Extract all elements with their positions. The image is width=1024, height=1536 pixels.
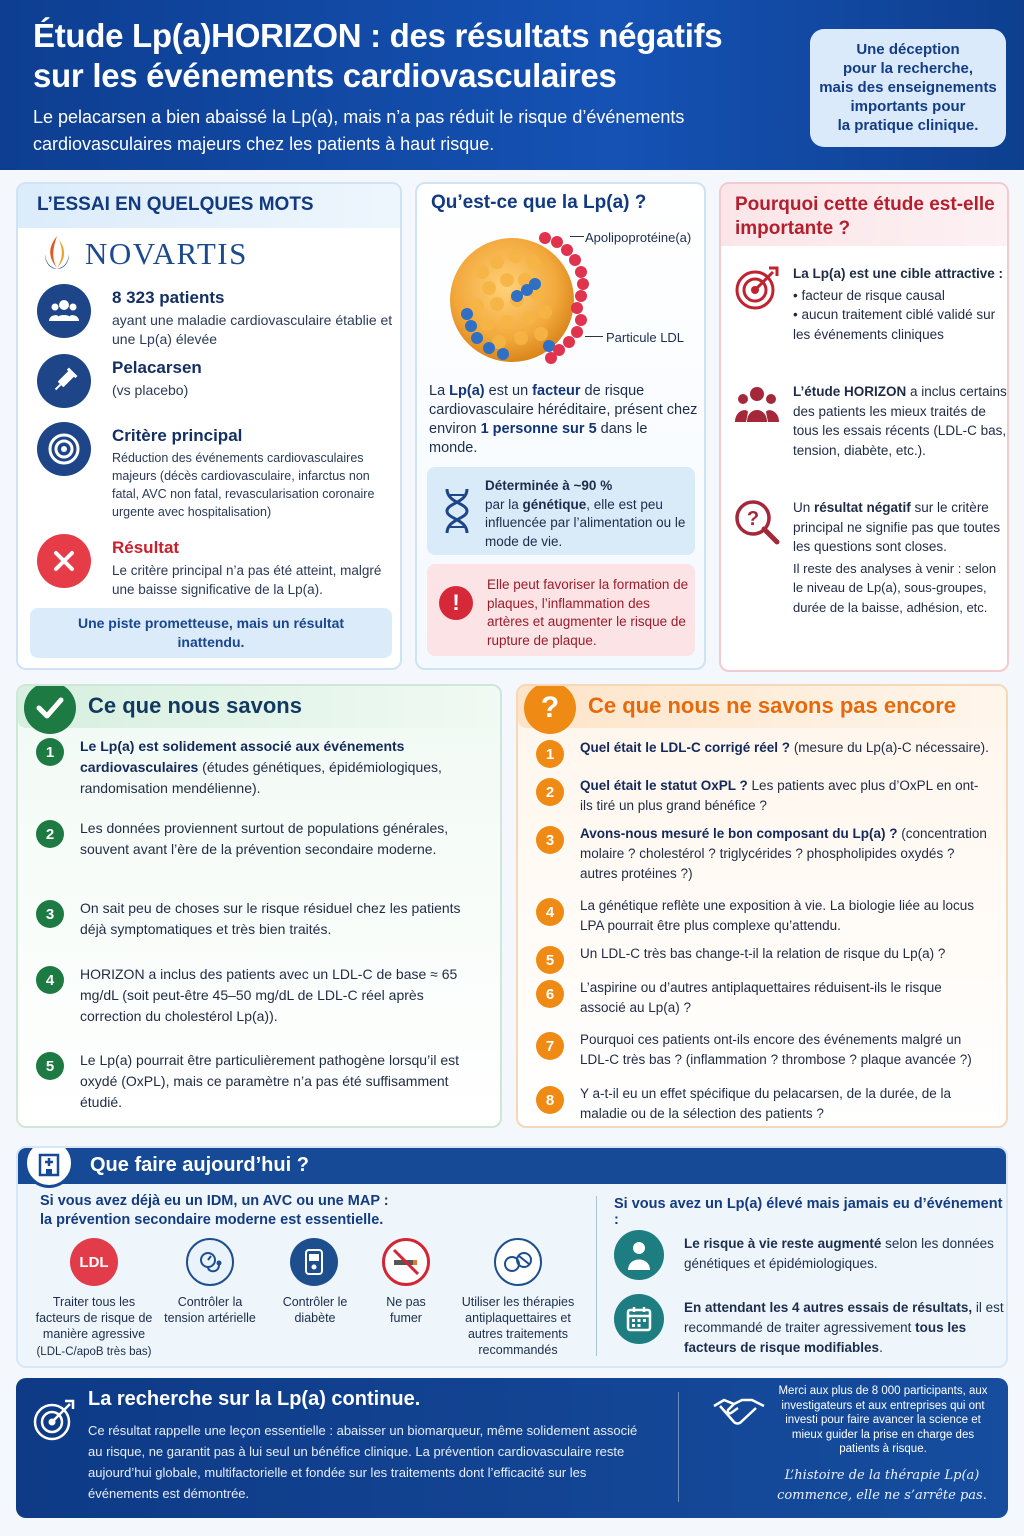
- text: par la: [485, 496, 523, 512]
- warning-text: Elle peut favoriser la formation de plaques, l’inflammation des artères et augmenter le risque de rupture de plaque.: [487, 577, 689, 648]
- list-item-text: On sait peu de choses sur le risque résiduel chez les patients déjà symptomatiques et très bien traités.: [80, 900, 461, 937]
- list-item: [580, 824, 990, 884]
- why-panel: [719, 182, 1009, 672]
- list-item: [80, 818, 480, 860]
- text: de risque cardiovasculaire héréditaire, présent chez environ: [429, 383, 698, 437]
- known-title: Ce que nous savons: [88, 693, 302, 718]
- action-sub: (LDL-C/apoB très bas): [36, 1346, 152, 1358]
- trial-row-desc: Réduction des événements cardiovasculaires majeurs (décès cardiovasculaire, infarctus non fatal, AVC non fatal, revascularisation coronaire urgente avec hospitalisation): [112, 451, 375, 519]
- trial-row-endpoint: [37, 422, 397, 522]
- todo-header: [18, 1148, 1006, 1184]
- list-item-text: Les patients avec plus d’OxPL en ont-ils tiré un plus grand bénéfice ?: [580, 778, 979, 813]
- list-item: [80, 736, 480, 799]
- item-number: 3: [36, 900, 64, 928]
- known-panel: [16, 684, 502, 1128]
- novartis-wordmark: NOVARTIS: [85, 236, 248, 271]
- text-strong: En attendant les 4 autres essais de résultats,: [684, 1300, 973, 1315]
- todo-right-risk: [614, 1230, 1004, 1286]
- footer-title: La recherche sur la Lp(a) continue.: [88, 1388, 421, 1410]
- trial-row-title: Résultat: [112, 538, 180, 557]
- lpa-panel-title: Qu’est-ce que la Lp(a) ?: [431, 192, 647, 213]
- trial-row-title: 8 323 patients: [112, 288, 225, 307]
- group-icon: [733, 382, 781, 430]
- trial-row-title: Critère principal: [112, 426, 243, 445]
- action-item-blood-pressure: Contrôler la tension artérielle: [164, 1295, 256, 1325]
- text: est un: [484, 383, 533, 399]
- syringe-icon: [37, 354, 91, 408]
- unknown-title: Ce que nous ne savons pas encore: [588, 693, 957, 718]
- list-item: [580, 944, 990, 964]
- why-panel-title: Pourquoi cette étude est-elle importante ?: [735, 194, 995, 239]
- text-strong: génétique: [522, 496, 587, 512]
- text: il est recommandé de traiter agressivement: [684, 1300, 1004, 1335]
- why-block-text: La Lp(a) est une cible attractive : • facteur de risque causal • aucun traitement ciblé validé sur les événements cliniques: [793, 266, 1004, 342]
- text-strong: La Lp(a) est une cible attractive :: [793, 266, 1004, 281]
- trial-panel-title: L’ESSAI EN QUELQUES MOTS: [37, 194, 314, 215]
- text: .: [879, 1340, 883, 1355]
- list-item: [80, 898, 480, 940]
- novartis-flame-icon: [37, 232, 77, 272]
- check-icon: [24, 684, 76, 734]
- handshake-icon: [712, 1392, 766, 1432]
- text: a inclus certains des patients les mieux traités de tous les essais récents (LDL-C bas, tension, diabète, etc.).: [793, 384, 1007, 458]
- callout-line: importants pour: [850, 98, 966, 115]
- action-item-no-smoking: Ne pas fumer: [386, 1295, 426, 1325]
- why-block-text: [793, 382, 1008, 460]
- trial-panel: [16, 182, 402, 670]
- trial-row-desc: ayant une maladie cardiovasculaire établie et une Lp(a) élevée: [112, 312, 393, 347]
- footer-divider: [678, 1392, 679, 1502]
- text: Un: [793, 500, 815, 515]
- lpa-intro: [429, 382, 699, 458]
- item-number: 6: [536, 980, 564, 1008]
- trial-panel-header: [18, 184, 400, 228]
- item-number: 8: [536, 1086, 564, 1114]
- why-block-negative: [733, 498, 1005, 658]
- question-icon: ?: [524, 684, 576, 734]
- text: dans le monde.: [429, 421, 648, 456]
- text: , elle est peu influencée par l’alimentation ou le mode de vie.: [485, 496, 686, 549]
- header: [0, 0, 1024, 170]
- target-arrow-icon: [733, 264, 781, 312]
- list-item: [80, 964, 480, 1027]
- page-title: [33, 16, 793, 96]
- title-line-1: Étude Lp(a)HORIZON : des résultats négatifs: [33, 17, 723, 54]
- list-item: [580, 1084, 990, 1124]
- list-item-strong: Quel était le statut OxPL ?: [580, 778, 748, 793]
- list-item-text: (concentration molaire ? cholestérol ? triglycérides ? phospholipides oxydés ? autres protéines ?): [580, 826, 987, 881]
- list-item: [80, 1050, 480, 1113]
- item-number: 1: [36, 738, 64, 766]
- why-block-horizon: [733, 382, 1005, 472]
- cross-icon: [37, 534, 91, 588]
- trial-conclusion-line: inattendu.: [177, 634, 245, 650]
- question-magnifier-icon: [733, 498, 781, 546]
- todo-right-waiting: [614, 1294, 1004, 1360]
- unknown-panel: [516, 684, 1008, 1128]
- callout-line: la pratique clinique.: [837, 117, 979, 134]
- text: selon les données génétiques et épidémiologiques.: [684, 1236, 994, 1271]
- svg-text:?: ?: [746, 508, 760, 530]
- list-item-text: Les données proviennent surtout de populations générales, souvent avant l’ère de la prévention secondaire moderne.: [80, 820, 449, 857]
- todo-panel: [16, 1146, 1008, 1368]
- action-item-diabetes: Contrôler le diabète: [282, 1295, 348, 1325]
- text-strong: 1 personne sur 5: [480, 421, 597, 437]
- list-item-strong: Le Lp(a) est solidement associé aux événements cardiovasculaires: [80, 738, 405, 775]
- novartis-logo: [37, 232, 248, 272]
- text: sur le critère principal ne signifie pas que toutes les questions sont closes.: [793, 500, 1001, 554]
- ldl-pointer: [585, 336, 603, 337]
- todo-right-risk-text: [684, 1234, 1004, 1274]
- list-item-text: Un LDL-C très bas change-t-il la relation de risque du Lp(a) ?: [580, 946, 946, 961]
- title-line-2: sur les événements cardiovasculaires: [33, 57, 617, 94]
- glucose-meter-icon: [290, 1238, 338, 1286]
- list-item: [580, 978, 990, 1018]
- calendar-icon: [614, 1294, 664, 1344]
- unknown-header: [518, 686, 1008, 728]
- todo-right-title: Si vous avez un Lp(a) élevé mais jamais eu d’événement :: [614, 1196, 1003, 1228]
- trial-conclusion-box: [30, 608, 392, 658]
- list-item: [580, 896, 990, 936]
- list-item: facteur de risque causal: [801, 287, 945, 303]
- item-number: 4: [36, 966, 64, 994]
- hospital-icon: [24, 1146, 74, 1188]
- trial-row-title: Pelacarsen: [112, 358, 202, 377]
- trial-conclusion-line: Une piste prometteuse, mais un résultat: [77, 615, 345, 631]
- warning-box: [427, 564, 695, 656]
- lpa-particle-illustration: [437, 222, 607, 372]
- text-strong: L’étude HORIZON: [793, 384, 907, 399]
- why-block-target: [733, 264, 1005, 354]
- why-panel-header: [721, 184, 1007, 246]
- trial-row-patients: [37, 284, 397, 347]
- exclamation-icon: !: [439, 586, 473, 620]
- quote-line: commence, elle ne s’arrête pas.: [777, 1488, 987, 1503]
- list-item: [580, 1030, 990, 1070]
- trial-row-result: [37, 534, 397, 597]
- list-item-text: Pourquoi ces patients ont-ils encore des événements malgré un LDL-C très bas ? (inflammation ? thrombose ? plaque avancée ?): [580, 1032, 972, 1067]
- list-item-strong: Avons-nous mesuré le bon composant du Lp(a) ?: [580, 826, 898, 841]
- text-strong: Lp(a): [449, 383, 485, 399]
- genetics-text: [485, 477, 690, 551]
- dna-icon: [443, 487, 471, 535]
- action-item-risk-factors: [30, 1294, 158, 1360]
- item-number: 2: [536, 778, 564, 806]
- target-icon: [37, 422, 91, 476]
- genetics-box: [427, 467, 695, 555]
- todo-divider: [596, 1196, 597, 1356]
- footer-text: Ce résultat rappelle une leçon essentielle : abaisser un biomarqueur, même solidement associé au risque, ne garantit pas à lui seul un bénéfice clinique. La prévention cardiovasculaire reste aujourd’hui globale, multifactorielle et fondée sur les traitements dont l’efficacité sur les événements est démontrée.: [88, 1423, 638, 1501]
- label-ldl-particle: Particule LDL: [606, 330, 685, 345]
- text: la prévention secondaire moderne est essentielle.: [40, 1212, 384, 1228]
- lpa-panel: [415, 182, 706, 670]
- item-number: 2: [36, 820, 64, 848]
- trial-row-desc: Le critère principal n’a pas été atteint, malgré une baisse significative de la Lp(a).: [112, 563, 382, 597]
- text: Il reste des analyses à venir : selon le niveau de Lp(a), sous-groupes, durée de la baisse, adhésion, etc.: [793, 560, 997, 615]
- ldl-icon: LDL: [70, 1238, 118, 1286]
- list-item-text: La génétique reflète une exposition à vie. La biologie liée au locus LPA pourrait être plus complexe qu’attendu.: [580, 898, 975, 933]
- list-item-text: HORIZON a inclus des patients avec un LDL-C de base ≈ 65 mg/dL (soit peut-être 45–50 mg/dL de LDL-C réel après correction du cholestérol Lp(a)).: [80, 966, 458, 1024]
- text-strong: Le risque à vie reste augmenté: [684, 1236, 882, 1251]
- todo-title: Que faire aujourd’hui ?: [90, 1154, 309, 1176]
- item-number: 5: [36, 1052, 64, 1080]
- callout-line: Une déception: [856, 41, 960, 58]
- action-label: Traiter tous les facteurs de risque de manière agressive: [35, 1295, 153, 1341]
- known-header: [18, 686, 502, 728]
- footer-quote: [772, 1466, 992, 1506]
- apo-pointer: [570, 236, 584, 237]
- item-number: 1: [536, 740, 564, 768]
- text-strong: résultat négatif: [814, 500, 911, 515]
- target-arrow-icon: [32, 1398, 76, 1442]
- no-smoking-icon: [382, 1238, 430, 1286]
- quote-line: L’histoire de la thérapie Lp(a): [784, 1468, 980, 1483]
- list-item-text: Y a-t-il eu un effet spécifique du pelacarsen, de la durée, de la maladie ou de la sélection des patients ?: [580, 1086, 951, 1121]
- list-item-text: L’aspirine ou d’autres antiplaquettaires réduisent-ils le risque associé au Lp(a) ?: [580, 980, 942, 1015]
- callout-line: pour la recherche,: [842, 60, 974, 77]
- page-subtitle: Le pelacarsen a bien abaissé la Lp(a), mais n’a pas réduit le risque d’événements cardiovasculaires majeurs chez les patients à haut risque.: [33, 107, 685, 154]
- header-callout: [810, 29, 1006, 147]
- list-item: [580, 738, 990, 758]
- pills-icon: [494, 1238, 542, 1286]
- trial-row-desc: (vs placebo): [112, 382, 189, 398]
- text-strong: tous les facteurs de risque modifiables: [684, 1320, 967, 1355]
- list-item-text: (mesure du Lp(a)-C nécessaire).: [790, 740, 989, 755]
- item-number: 4: [536, 898, 564, 926]
- item-number: 7: [536, 1032, 564, 1060]
- list-item: [580, 776, 990, 816]
- todo-left-title: [40, 1192, 389, 1230]
- list-item: aucun traitement ciblé validé sur les événements cliniques: [793, 307, 996, 342]
- text: Si vous avez déjà eu un IDM, un AVC ou une MAP :: [40, 1193, 389, 1209]
- action-item-antiplatelets: Utiliser les thérapies antiplaquettaires et autres traitements recommandés: [461, 1295, 575, 1357]
- list-item-strong: Quel était le LDL-C corrigé réel ?: [580, 740, 791, 755]
- item-number: 5: [536, 946, 564, 974]
- why-block-text: [793, 498, 1008, 617]
- footer-thanks: Merci aux plus de 8 000 participants, aux investigateurs et aux entreprises qui ont investi pour faire avancer la science et mieux guider la prise en charge des patients à risque.: [778, 1385, 988, 1455]
- todo-right-waiting-text: [684, 1298, 1004, 1358]
- text-strong: Déterminée à ~90 %: [485, 478, 613, 493]
- text-strong: facteur: [532, 383, 581, 399]
- callout-line: mais des enseignements: [819, 79, 997, 96]
- blood-pressure-icon: [186, 1238, 234, 1286]
- list-item-text: Le Lp(a) pourrait être particulièrement pathogène lorsqu’il est oxydé (OxPL), mais ce paramètre n’a pas été suffisamment étudié.: [80, 1052, 459, 1110]
- text: La: [429, 383, 450, 399]
- list-item-text: (études génétiques, épidémiologiques, randomisation mendélienne).: [80, 759, 442, 796]
- footer: [16, 1378, 1008, 1518]
- patients-icon: [37, 284, 91, 338]
- person-icon: [614, 1230, 664, 1280]
- item-number: 3: [536, 826, 564, 854]
- label-apolipoprotein: Apolipoprotéine(a): [585, 230, 692, 245]
- trial-row-drug: [37, 354, 397, 414]
